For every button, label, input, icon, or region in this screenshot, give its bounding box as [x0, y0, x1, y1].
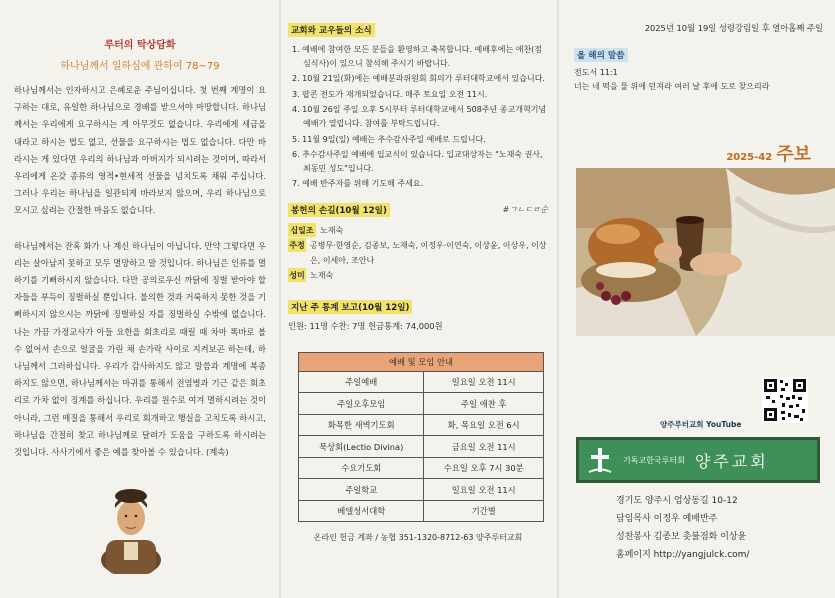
schedule-table: [298, 352, 544, 523]
table-row: [299, 436, 544, 458]
offering-row: [288, 223, 548, 238]
news-item: 3. 팝콘 전도가 재개되었습니다. 매주 토요일 오전 11시.: [292, 89, 488, 99]
schedule-name: 주일오후모임: [299, 393, 424, 415]
news-item: 2. 10월 21일(화)에는 예배분과위원회 회의가 루터대학교에서 있습니다.: [292, 74, 545, 84]
schedule-name: 수요기도회: [299, 457, 424, 479]
table-row: [299, 371, 544, 393]
schedule-time: 화, 목요일 오전 6시: [424, 414, 544, 436]
offering-role: 주정: [288, 238, 306, 252]
year-verse-heading: 올 해의 말씀: [574, 48, 628, 62]
bulletin-title: 주보: [776, 144, 811, 165]
luther-portrait-icon: [100, 482, 162, 574]
meditation-subtitle: 하나님께서 일하심에 관하여 78~79: [60, 61, 220, 72]
offering-role: 십일조: [288, 223, 316, 237]
news-list: [288, 43, 548, 191]
offering-names: 공병무·한영순, 김종보, 노재숙, 이정우·이연숙, 이상윤, 이상우, 이상은, 이세아, 조안나: [310, 240, 547, 265]
bread-and-cup-photo: [576, 168, 835, 336]
service-date: 2025년 10월 19일 성령강림일 후 열아홉째 주일: [644, 23, 823, 33]
church-banner: [576, 437, 820, 483]
offering-header: [288, 203, 548, 217]
schedule-name: 묵상회(Lectio Divina): [299, 436, 424, 458]
news-item: 5. 11월 9일(일) 예배는 추수감사주일 예배로 드립니다.: [292, 134, 486, 144]
news-item: 6. 추수감사주일 예배에 입교식이 있습니다. 입교대상자는 "노재숙 권사, 최동민 성도"입니다.: [292, 150, 543, 173]
bulletin-number: 2025-42: [726, 152, 773, 163]
offering-names: 노재숙: [310, 270, 334, 280]
cover-panel: [560, 0, 835, 598]
meditation-paragraph: 하나님께서는 잔혹 화가 나 계신 하나님이 아닙니다. 만약 그렇다면 우리는 살아남지 못하고 모두 멸망하고 말 것입니다. 하나님은 인류를 멸하기를 기뻐하시지 않습니다. 다만 공의로우신 까닭에 징벌 받아야 할 자들을 부득이 징벌하실 뿐입니다. 불의한 것과 거룩하지 못한 것을 기뻐하시지 않으시는 까닭에 징벌하실 자를 징벌하실 수밖에 없습니다. 나는 가끔 가정교사가 아들 요한을 회초리로 때릴 때 차마 똑바로 볼 수 없어서 손으로 얼굴을 가린 채 손가락 사이로 지켜보곤 하는데, 하나님께서 그러하십니다. 우리가 감사하지도 않고 말씀과 계명에 복종하지도 않으면, 하나님께서는 마귀를 통해서 전염병과 기근 같은 회초리로 가차 없이 징계를 하십니다. 우리를 원수로 여겨 멸하시려는 것이 아니라, 그런 매질을 통해서 우리로 회개하고 행실을 고치도록 하시고, 하나님을 간절히 찾고 하나님께로 달려가 도움을 구하도록 하시려는 것입니다. 사사기에서 좋은 예를 찾아볼 수 있습니다. (계속): [14, 240, 266, 458]
schedule-name: 베델성서대학: [299, 500, 424, 522]
news-panel: [282, 0, 556, 598]
table-row: [299, 457, 544, 479]
bulletin-title-line: [726, 140, 811, 166]
offering-heading: 봉헌의 손길(10월 12일): [288, 203, 390, 217]
offering-names: 노재숙: [320, 225, 344, 235]
offering-row: [288, 238, 548, 268]
news-heading: 교회와 교우들의 소식: [288, 23, 375, 37]
news-item: 1. 예배에 참여한 모든 분들을 환영하고 축복합니다. 예배후에는 애찬(점심식사)이 있으니 참석해 주시기 바랍니다.: [292, 45, 543, 68]
schedule-time: 주일 애찬 후: [424, 393, 544, 415]
schedule-heading: 예배 및 모임 안내: [299, 352, 544, 371]
meditation-title: 루터의 탁상담화: [104, 40, 176, 51]
church-info: [616, 492, 749, 564]
schedule-time: 금요일 오전 11시: [424, 436, 544, 458]
schedule-time: 수요일 오후 7시 30분: [424, 457, 544, 479]
schedule-name: 주일예배: [299, 371, 424, 393]
church-address: 경기도 양주시 엄상동길 10-12: [616, 496, 738, 506]
fold-line-2: [557, 0, 559, 598]
stats-text: 인원: 11명 수찬: 7명 헌금통계: 74,000원: [288, 320, 443, 331]
youtube-link[interactable]: 양주루터교회 YouTube: [660, 420, 742, 429]
table-row: [299, 393, 544, 415]
bank-account: 온라인 헌금 계좌 / 농협 351-1320-8712-63 양주루터교회: [313, 533, 523, 543]
table-row: [299, 479, 544, 501]
offering-role: 성미: [288, 268, 306, 282]
schedule-time: 기간별: [424, 500, 544, 522]
qr-code-icon[interactable]: [762, 377, 808, 423]
news-item: 4. 10월 26일 주일 오후 5시부터 루터대학교에서 508주년 종교개혁기념예배가 열립니다. 참여를 부탁드립니다.: [292, 105, 547, 128]
denomination: 기독교한국루터회: [623, 455, 685, 465]
schedule-name: 화목한 새벽기도회: [299, 414, 424, 436]
cross-icon: [585, 445, 615, 475]
meditation-paragraph: 하나님께서는 인자하시고 은혜로운 주님이십니다. 첫 번째 계명이 요구하는 대로, 유일한 하나님으로 경배를 받으셔야 마땅합니다. 하나님께서는 우리에게 요구하시는 게 아무것도 없습니다. 우리에게 세금을 내라고 하시는 법도 없고, 선물을 요구하시는 법도 없습니다. 다만 바라시는 게 있다면 우리의 하나님과 아버지가 되시려는 것이며, 따라서 우리에게 온갖 종류의 영적•현세적 선물을 넘치도록 채워 주십니다. 그러나 우리는 하나님을 일관되게 바라보지 않으며, 우리 하나님으로 모시고 싶려는 간절한 마음도 없습니다.: [14, 85, 266, 216]
fold-line-1: [279, 0, 281, 598]
verse-text: 너는 네 떡을 물 위에 던져라 여러 날 후에 도로 찾으리라: [574, 82, 770, 91]
verse-reference: 전도서 11:1: [574, 68, 618, 77]
offering-list: [288, 223, 548, 283]
news-item: 7. 예배 반주자를 위해 기도해 주세요.: [292, 179, 424, 189]
offering-row: [288, 268, 548, 283]
stats-heading: 지난 주 통계 보고(10월 12일): [288, 300, 412, 314]
offering-note: #ㄱㄴㄷㄹ순: [502, 205, 548, 215]
meditation-panel: [0, 0, 278, 598]
pastor-line: 담임목사 이정우 예배반주: [616, 514, 718, 524]
service-line: 성찬봉사 김종보 촛불점화 이상윤: [616, 532, 747, 542]
schedule-name: 주일학교: [299, 479, 424, 501]
table-row: [299, 500, 544, 522]
church-name: 양주교회: [694, 451, 769, 471]
table-row: [299, 414, 544, 436]
schedule-time: 일요일 오전 11시: [424, 479, 544, 501]
homepage-link[interactable]: 홈페이지 http://yangjulck.com/: [616, 550, 750, 560]
schedule-time: 일요일 오전 11시: [424, 371, 544, 393]
